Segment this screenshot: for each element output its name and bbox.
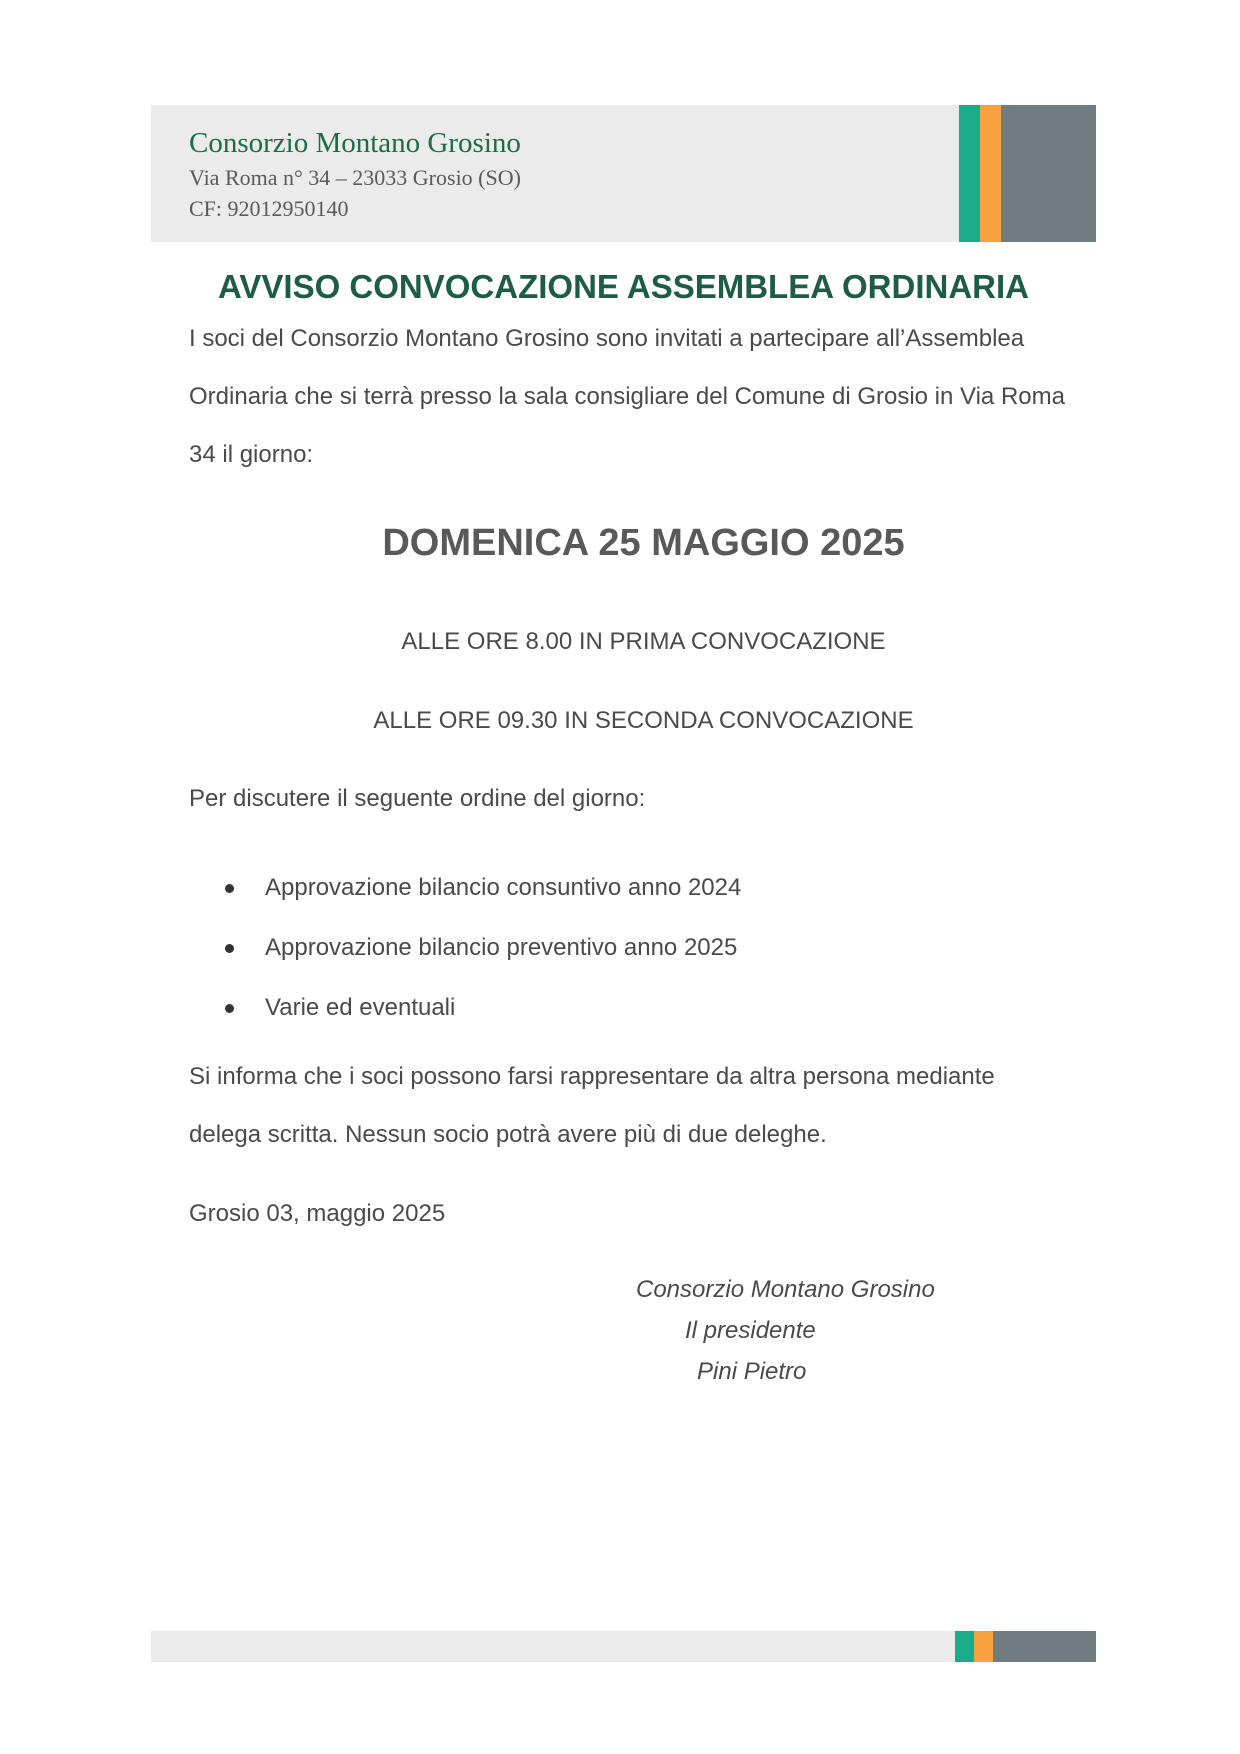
meeting-date: DOMENICA 25 MAGGIO 2025 bbox=[382, 522, 905, 564]
agenda-item bbox=[189, 858, 741, 918]
organization-tax-code: CF: 92012950140 bbox=[189, 196, 349, 221]
agenda-list bbox=[189, 858, 741, 1038]
proxy-note: Si informa che i soci possono farsi rappresentare da altra persona mediante delega scritta. Nessun socio potrà avere più di due deleghe. bbox=[189, 1063, 995, 1148]
agenda-item-text: Approvazione bilancio preventivo anno 2025 bbox=[265, 934, 738, 961]
bullet-icon bbox=[225, 944, 234, 953]
agenda-item bbox=[189, 978, 741, 1038]
signature-name: Pini Pietro bbox=[697, 1358, 807, 1385]
bullet-icon bbox=[225, 1004, 234, 1013]
agenda-item-text: Varie ed eventuali bbox=[265, 994, 456, 1021]
signature-organization: Consorzio Montano Grosino bbox=[636, 1276, 935, 1303]
footer-teal-stripe bbox=[955, 1631, 974, 1662]
agenda-item bbox=[189, 918, 741, 978]
letterhead-gray-block bbox=[1001, 105, 1096, 242]
organization-address: Via Roma n° 34 – 23033 Grosio (SO) bbox=[189, 165, 521, 190]
letterhead bbox=[189, 124, 521, 224]
letterhead-teal-stripe bbox=[959, 105, 980, 242]
document-title: AVVISO CONVOCAZIONE ASSEMBLEA ORDINARIA bbox=[218, 268, 1029, 305]
place-date: Grosio 03, maggio 2025 bbox=[189, 1200, 446, 1227]
letterhead-orange-stripe bbox=[980, 105, 1001, 242]
footer-orange-stripe bbox=[974, 1631, 993, 1662]
second-call-time: ALLE ORE 09.30 IN SECONDA CONVOCAZIONE bbox=[373, 707, 914, 734]
agenda-intro: Per discutere il seguente ordine del giorno: bbox=[189, 785, 646, 812]
first-call-time: ALLE ORE 8.00 IN PRIMA CONVOCAZIONE bbox=[401, 628, 886, 655]
bullet-icon bbox=[225, 884, 234, 893]
organization-name: Consorzio Montano Grosino bbox=[189, 127, 521, 159]
agenda-item-text: Approvazione bilancio consuntivo anno 2024 bbox=[265, 874, 742, 901]
footer-gray-block bbox=[993, 1631, 1096, 1662]
intro-paragraph: I soci del Consorzio Montano Grosino sono invitati a partecipare all’Assemblea Ordinaria che si terrà presso la sala consigliare del Comune di Grosio in Via Roma 34 il giorno: bbox=[189, 325, 1065, 468]
signature-role: Il presidente bbox=[685, 1317, 816, 1344]
